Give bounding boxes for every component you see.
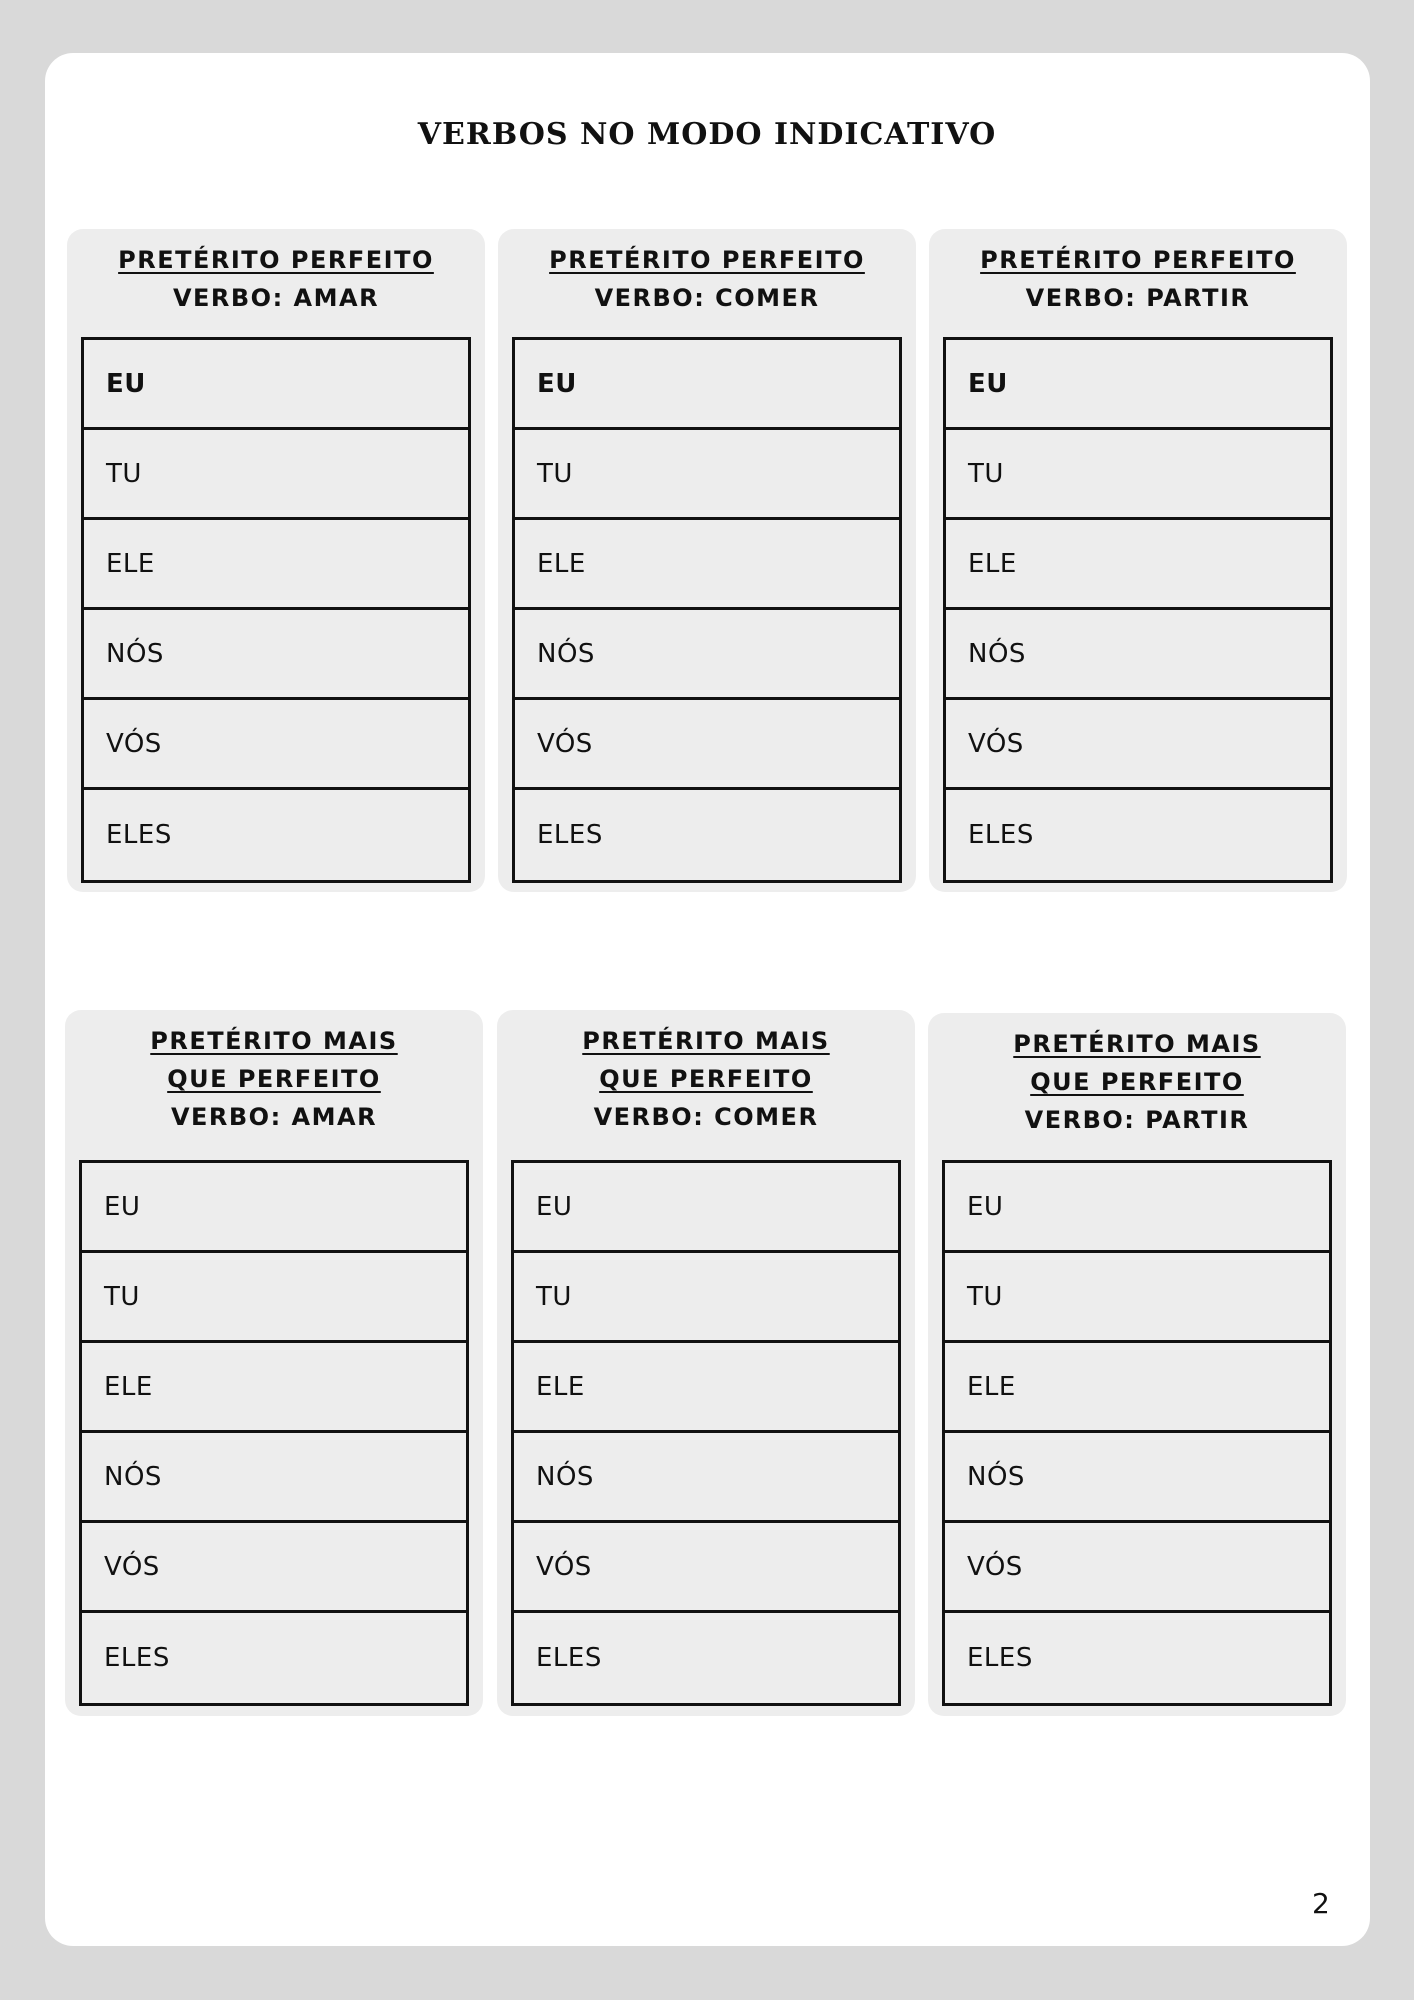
- card-mais-que-perfeito-amar: [65, 1010, 483, 1716]
- conjugation-table: [79, 1160, 469, 1706]
- conjugation-row-ele[interactable]: ELE: [514, 1343, 898, 1433]
- conjugation-row-tu[interactable]: TU: [945, 1253, 1329, 1343]
- conjugation-row-nos[interactable]: NÓS: [946, 610, 1330, 700]
- conjugation-row-eles[interactable]: ELES: [967, 1643, 1033, 1673]
- card-tense-title: PRETÉRITO MAIS QUE PERFEITO: [150, 1027, 398, 1093]
- card-perfeito-partir: [929, 229, 1347, 892]
- conjugation-row-eu[interactable]: EU: [84, 340, 468, 430]
- conjugation-row-nos[interactable]: NÓS: [515, 610, 899, 700]
- conjugation-row-vos[interactable]: VÓS: [84, 700, 468, 790]
- card-tense-title: PRETÉRITO PERFEITO: [980, 246, 1296, 274]
- card-tense-title: PRETÉRITO MAIS QUE PERFEITO: [1013, 1030, 1261, 1096]
- conjugation-row-tu[interactable]: TU: [515, 430, 899, 520]
- conjugation-row-nos[interactable]: NÓS: [82, 1433, 466, 1523]
- card-tense-title: PRETÉRITO PERFEITO: [549, 246, 865, 274]
- conjugation-row-tu[interactable]: TU: [514, 1253, 898, 1343]
- conjugation-table: [943, 337, 1333, 883]
- conjugation-row-vos[interactable]: VÓS: [82, 1523, 466, 1613]
- conjugation-row-eu[interactable]: EU: [514, 1163, 898, 1253]
- conjugation-row-eles[interactable]: ELES: [106, 820, 172, 850]
- card-header: [67, 229, 485, 317]
- conjugation-row-eu[interactable]: EU: [945, 1163, 1329, 1253]
- conjugation-table: [942, 1160, 1332, 1706]
- conjugation-row-tu[interactable]: TU: [84, 430, 468, 520]
- card-verb-label: VERBO: PARTIR: [1025, 284, 1251, 312]
- card-tense-title: PRETÉRITO PERFEITO: [118, 246, 434, 274]
- conjugation-row-eles[interactable]: ELES: [104, 1643, 170, 1673]
- conjugation-row-vos[interactable]: VÓS: [514, 1523, 898, 1613]
- card-header: [929, 229, 1347, 317]
- conjugation-row-vos[interactable]: VÓS: [946, 700, 1330, 790]
- conjugation-row-ele[interactable]: ELE: [945, 1343, 1329, 1433]
- conjugation-row-eles[interactable]: ELES: [537, 820, 603, 850]
- card-perfeito-comer: [498, 229, 916, 892]
- conjugation-row-ele[interactable]: ELE: [84, 520, 468, 610]
- card-verb-label: VERBO: COMER: [593, 1103, 819, 1131]
- conjugation-table: [81, 337, 471, 883]
- card-verb-label: VERBO: PARTIR: [1024, 1106, 1250, 1134]
- conjugation-row-ele[interactable]: ELE: [82, 1343, 466, 1433]
- card-perfeito-amar: [67, 229, 485, 892]
- conjugation-row-eu[interactable]: EU: [82, 1163, 466, 1253]
- conjugation-row-ele[interactable]: ELE: [515, 520, 899, 610]
- conjugation-row-ele[interactable]: ELE: [946, 520, 1330, 610]
- conjugation-row-eu[interactable]: EU: [946, 340, 1330, 430]
- card-mais-que-perfeito-partir: [928, 1013, 1346, 1716]
- card-header: [928, 1013, 1346, 1139]
- conjugation-table: [512, 337, 902, 883]
- conjugation-row-nos[interactable]: NÓS: [84, 610, 468, 700]
- conjugation-row-tu[interactable]: TU: [82, 1253, 466, 1343]
- conjugation-row-vos[interactable]: VÓS: [515, 700, 899, 790]
- card-header: [65, 1010, 483, 1136]
- conjugation-row-eles[interactable]: ELES: [536, 1643, 602, 1673]
- page-title: VERBOS NO MODO INDICATIVO: [417, 117, 997, 152]
- card-verb-label: VERBO: AMAR: [172, 284, 380, 312]
- conjugation-row-nos[interactable]: NÓS: [945, 1433, 1329, 1523]
- card-tense-title: PRETÉRITO MAIS QUE PERFEITO: [582, 1027, 830, 1093]
- conjugation-row-nos[interactable]: NÓS: [514, 1433, 898, 1523]
- page-number: 2: [1312, 1887, 1330, 1920]
- conjugation-row-vos[interactable]: VÓS: [945, 1523, 1329, 1613]
- conjugation-row-eles[interactable]: ELES: [968, 820, 1034, 850]
- conjugation-row-tu[interactable]: TU: [946, 430, 1330, 520]
- card-header: [498, 229, 916, 317]
- conjugation-table: [511, 1160, 901, 1706]
- card-verb-label: VERBO: COMER: [594, 284, 820, 312]
- card-verb-label: VERBO: AMAR: [170, 1103, 378, 1131]
- card-mais-que-perfeito-comer: [497, 1010, 915, 1716]
- card-header: [497, 1010, 915, 1136]
- conjugation-row-eu[interactable]: EU: [515, 340, 899, 430]
